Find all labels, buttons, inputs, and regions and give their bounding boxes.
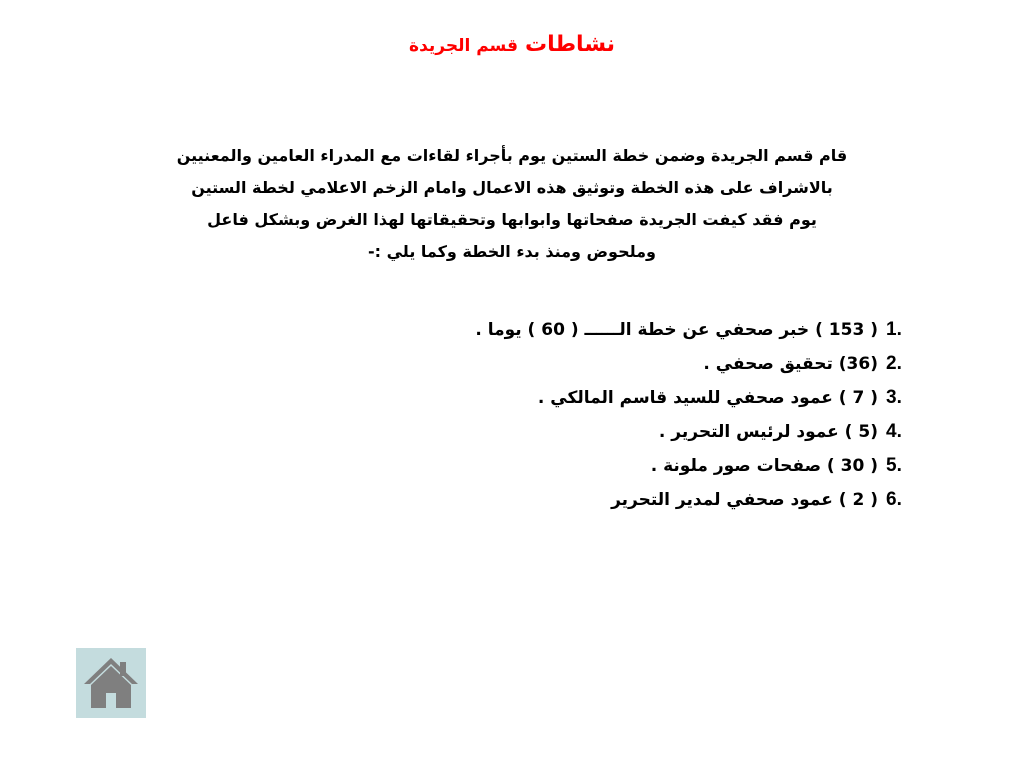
- list-item-text: ( 7 ) عمود صحفي للسيد قاسم المالكي .: [537, 388, 878, 408]
- list-item: [220, 449, 920, 483]
- list-item-number: 6.: [886, 489, 902, 510]
- list-item-text: (36) تحقيق صحفي .: [703, 354, 878, 374]
- list-item-number: 1.: [886, 319, 902, 340]
- slide-title-part2: قسم الجريدة: [409, 36, 518, 56]
- intro-line: وملحوض ومنذ بدء الخطة وكما يلي :-: [367, 242, 656, 261]
- intro-paragraph: [100, 140, 924, 268]
- list-item-text: ( 30 ) صفحات صور ملونة .: [650, 456, 878, 476]
- list-item-text: (5 ) عمود لرئيس التحرير .: [658, 422, 878, 442]
- slide-title: [0, 26, 1024, 64]
- intro-line: بالاشراف على هذه الخطة وتوثيق هذه الاعمال وامام الزخم الاعلامي لخطة الستين: [191, 178, 833, 197]
- list-item: [220, 381, 920, 415]
- intro-line: قام قسم الجريدة وضمن خطة الستين يوم بأجراء لقاءات مع المدراء العامين والمعنيين: [176, 146, 848, 165]
- list-item: [220, 483, 920, 517]
- list-item-text: ( 153 ) خبر صحفي عن خطة الــــــ ( 60 ) يوما .: [475, 320, 878, 340]
- slide-title-part1: نشاطات: [524, 32, 615, 57]
- activities-list: [220, 313, 920, 517]
- list-item: [220, 313, 920, 347]
- list-item-text: ( 2 ) عمود صحفي لمدير التحرير: [611, 490, 878, 510]
- list-item-number: 3.: [886, 387, 902, 408]
- list-item-number: 4.: [886, 421, 902, 442]
- home-button[interactable]: [76, 648, 146, 718]
- list-item-number: 2.: [886, 353, 902, 374]
- home-icon: [76, 648, 146, 718]
- intro-line: يوم فقد كيفت الجريدة صفحاتها وابوابها وتحقيقاتها لهذا الغرض وبشكل فاعل: [207, 210, 817, 229]
- list-item-number: 5.: [886, 455, 902, 476]
- list-item: [220, 415, 920, 449]
- list-item: [220, 347, 920, 381]
